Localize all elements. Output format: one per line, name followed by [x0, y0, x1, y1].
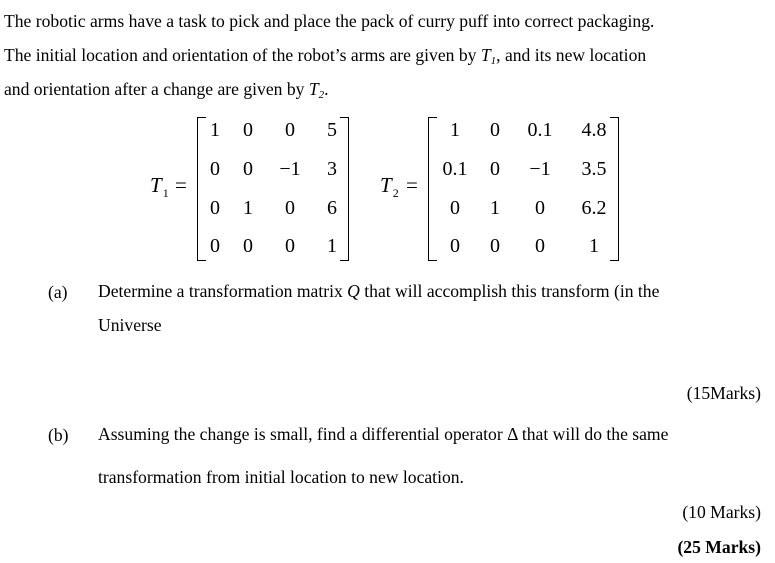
matrix-t1-cell: 0 — [243, 158, 253, 180]
matrix-t2-label: $T_2$ — [380, 173, 399, 200]
matrix-t2-equals: = — [406, 173, 418, 197]
matrix-t2-cell: 1 — [490, 197, 500, 219]
question-a-line-2: Universe — [98, 315, 162, 335]
question-b-label: (b) — [48, 425, 69, 445]
matrix-t1-cell: −1 — [279, 158, 301, 180]
matrix-t1-cell: 0 — [285, 197, 295, 219]
matrix-t1-cell: 1 — [243, 197, 253, 219]
matrix-t1-cell: 6 — [327, 197, 337, 219]
matrix-t2-cell: −1 — [529, 158, 551, 180]
matrix-t2-cell: 0.1 — [527, 119, 553, 141]
matrix-t1-cell: 0 — [243, 119, 253, 141]
matrix-t2-cell: 6.2 — [581, 197, 607, 219]
matrix-t1-cell: 0 — [285, 235, 295, 257]
matrix-t2-cell: 0 — [490, 235, 500, 257]
intro-line-3: and orientation after a change are given by $T_2$. — [4, 79, 329, 101]
matrix-t1-label: $T_1$ — [150, 173, 169, 200]
matrix-t2-cell: 1 — [450, 119, 460, 141]
matrix-t2-cell: 1 — [589, 235, 599, 257]
matrix-t1-cell: 0 — [210, 197, 220, 219]
question-b-line-1: Assuming the change is small, find a differential operator Δ that will do the same — [98, 424, 669, 444]
question-b-line-2: transformation from initial location to new location. — [98, 467, 464, 487]
matrix-t2-cell: 0 — [535, 235, 545, 257]
question-b-marks: (10 Marks) — [682, 502, 761, 522]
matrix-t2-cell: 0 — [535, 197, 545, 219]
matrix-t2-cell: 4.8 — [581, 119, 607, 141]
matrix-t1-cell: 0 — [243, 235, 253, 257]
intro-line-2: The initial location and orientation of the robot’s arms are given by $T_1$, and its new location — [4, 45, 647, 67]
matrix-t1-cell: 1 — [327, 235, 337, 257]
question-a-line-1: Determine a transformation matrix Q that will accomplish this transform (in the — [98, 281, 660, 301]
matrix-t1-cell: 0 — [210, 235, 220, 257]
matrix-t2-cell: 0 — [490, 158, 500, 180]
matrix-t1-cell: 0 — [285, 119, 295, 141]
intro-paragraph — [4, 4, 769, 106]
matrix-t1-cell: 1 — [210, 119, 220, 141]
matrix-t2-cell: 0 — [490, 119, 500, 141]
question-a-marks: (15Marks) — [686, 383, 761, 403]
matrix-t1-cell: 0 — [210, 158, 220, 180]
matrix-t2-cell: 0 — [450, 235, 460, 257]
matrix-t1-cell: 5 — [327, 119, 337, 141]
matrix-t2-cell: 3.5 — [581, 158, 607, 180]
total-marks: (25 Marks) — [677, 537, 761, 557]
matrix-t1-equals: = — [175, 173, 187, 197]
question-b-text — [98, 417, 763, 451]
question-a-label: (a) — [48, 282, 68, 302]
question-a-text — [98, 274, 763, 342]
matrix-t1-cell: 3 — [327, 158, 337, 180]
intro-line-1: The robotic arms have a task to pick and place the pack of curry puff into correct packaging. — [4, 11, 655, 31]
matrix-t2-cell: 0 — [450, 197, 460, 219]
matrix-t2-cell: 0.1 — [442, 158, 468, 180]
